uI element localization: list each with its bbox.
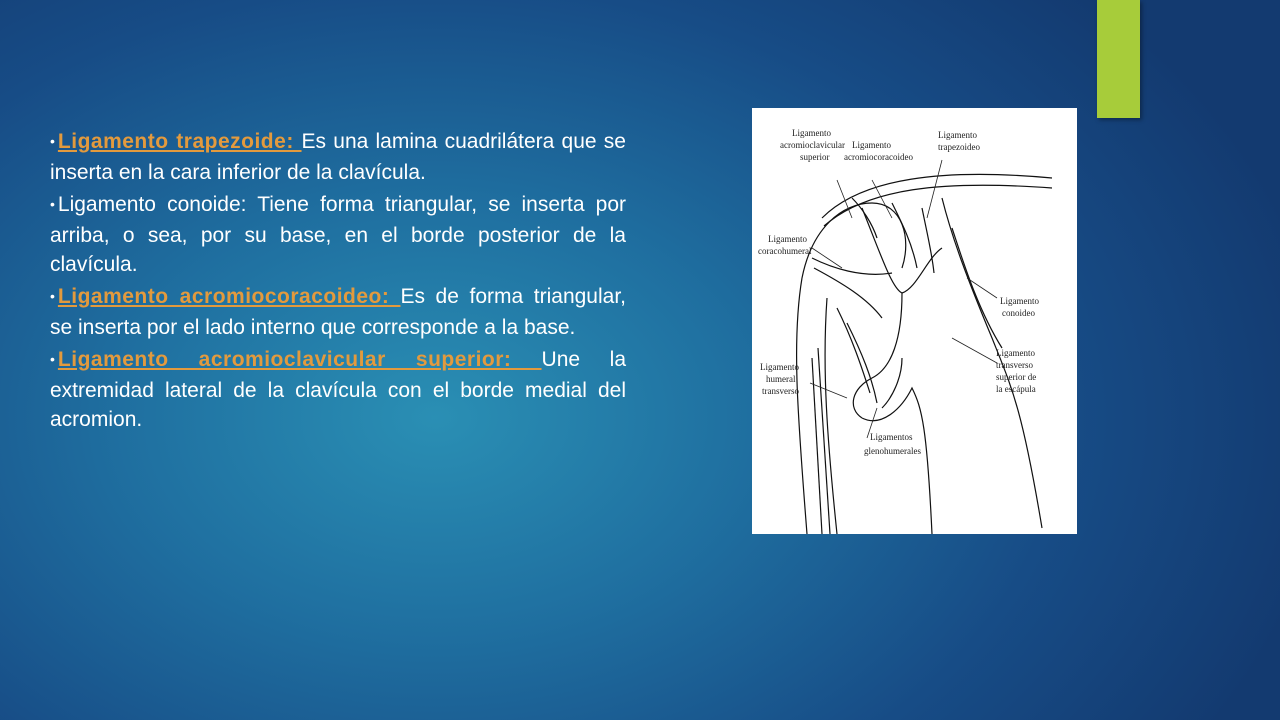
label-acromioclavicular-2: acromioclavicular bbox=[780, 140, 845, 150]
link-acromioclavicular[interactable]: Ligamento acromioclavicular superior: bbox=[57, 348, 542, 371]
label-trapezoideo-2: trapezoideo bbox=[938, 142, 980, 152]
bullet-text: Es de forma triangular, se inserta por el lado interno que corresponde a la base. bbox=[50, 285, 626, 339]
label-coracohumeral: Ligamento bbox=[768, 234, 807, 244]
label-transverso-escapula: Ligamento bbox=[996, 348, 1035, 358]
label-trapezoideo: Ligamento bbox=[938, 130, 977, 140]
label-conoideo: Ligamento bbox=[1000, 296, 1039, 306]
illustration-svg bbox=[752, 108, 1077, 534]
label-acromioclavicular-3: superior bbox=[800, 152, 830, 162]
label-humeral-3: transverso bbox=[762, 386, 799, 396]
label-glenohumerales-2: glenohumerales bbox=[864, 446, 921, 456]
bullet-text: Une la extremidad lateral de la clavícula con el borde medial del acromion. bbox=[50, 348, 627, 431]
label-leaders bbox=[810, 160, 997, 438]
shoulder-ligament-illustration bbox=[752, 108, 1077, 534]
bullet-icon: • bbox=[50, 196, 55, 212]
bullet-conoide bbox=[50, 190, 626, 279]
label-humeral-2: humeral bbox=[766, 374, 796, 384]
bullet-acromiocoracoideo bbox=[50, 282, 626, 342]
bullet-icon: • bbox=[50, 351, 55, 367]
bullet-text: Es una lamina cuadrilátera que se inserta en la cara inferior de la clavícula. bbox=[50, 130, 626, 184]
bullet-icon: • bbox=[50, 133, 55, 149]
label-glenohumerales: Ligamentos bbox=[870, 432, 913, 442]
label-transverso-escapula-3: superior de bbox=[996, 372, 1037, 382]
link-acromiocoracoideo[interactable]: Ligamento acromiocoracoideo: bbox=[57, 285, 401, 308]
label-transverso-escapula-2: transverso bbox=[996, 360, 1033, 370]
label-acromioclavicular: Ligamento bbox=[792, 128, 831, 138]
bullet-text: Ligamento conoide: Tiene forma triangular, se inserta por arriba, o sea, por su base, en el borde posterior de la clavícula. bbox=[50, 193, 626, 276]
accent-bar bbox=[1097, 0, 1140, 118]
label-conoideo-2: conoideo bbox=[1002, 308, 1035, 318]
label-acromiocoracoideo: Ligamento bbox=[852, 140, 891, 150]
text-block bbox=[50, 127, 626, 437]
label-acromiocoracoideo-2: acromiocoracoideo bbox=[844, 152, 913, 162]
label-humeral: Ligamento bbox=[760, 362, 799, 372]
label-transverso-escapula-4: la escápula bbox=[996, 384, 1036, 394]
label-coracohumeral-2: coracohumeral bbox=[758, 246, 812, 256]
bullet-acromioclavicular bbox=[50, 345, 626, 434]
link-trapezoide[interactable]: Ligamento trapezoide: bbox=[57, 130, 302, 153]
bullet-icon: • bbox=[50, 288, 55, 304]
bullet-trapezoide bbox=[50, 127, 626, 187]
